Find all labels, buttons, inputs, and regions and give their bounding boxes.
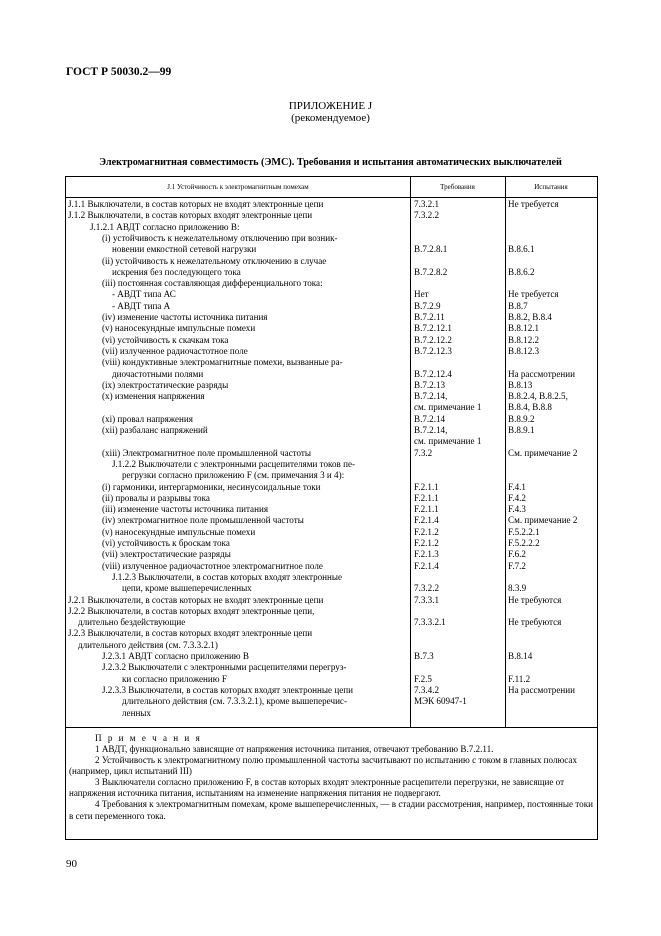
row-item-text: J.1.2 Выключатели, в состав которых входят электронные цепи xyxy=(68,210,313,221)
row-test: F.11.2 xyxy=(508,673,531,684)
row-item-text: новении емкостной сетевой нагрузки xyxy=(112,244,257,255)
table-row xyxy=(66,459,597,470)
row-test: B.8.9.2 xyxy=(508,413,535,424)
row-item-text: (iv) изменение частоты источника питания xyxy=(102,312,268,322)
row-requirement: B.7.2.14, xyxy=(414,425,448,435)
row-item-text: ленных xyxy=(122,707,151,718)
table-row xyxy=(66,346,597,357)
row-item-text: J.1.2.2 Выключатели с электронными расцепителями токов пе- xyxy=(112,458,356,469)
row-requirement: B.7.2.12.4 xyxy=(414,368,452,379)
row-test: Не требуется xyxy=(508,199,559,209)
row-item-text: (ix) электростатические разряды xyxy=(102,379,229,390)
row-requirement: см. примечание 1 xyxy=(414,402,482,413)
note-item: 4 Требования к электромагнитным помехам, кроме вышеперечисленных, — в стадии рассмотрения, например, постоянные токи в сети переменного тока. xyxy=(69,799,593,821)
row-test: См. примечание 2 xyxy=(508,515,578,526)
table-row xyxy=(66,482,597,493)
row-item-text: цепи, кроме вышеперечисленных xyxy=(122,583,252,594)
table-row xyxy=(66,357,597,368)
row-requirement: Нет xyxy=(414,289,429,300)
table-row xyxy=(66,369,597,380)
row-item-text: J.1.2.1 АВДТ согласно приложению В: xyxy=(90,221,240,232)
row-requirement: F.2.1.4 xyxy=(414,560,439,571)
row-requirement: B.7.2.12.2 xyxy=(414,334,452,345)
row-requirement: 7.3.2.2 xyxy=(414,583,440,594)
row-requirement: 7.3.2 xyxy=(414,447,433,458)
table-row xyxy=(66,301,597,312)
document-standard-code: ГОСТ Р 50030.2—99 xyxy=(66,66,172,78)
table-row xyxy=(66,515,597,526)
header-tests: Испытания xyxy=(534,183,568,191)
row-requirement: 7.3.2.2 xyxy=(414,210,440,221)
table-row xyxy=(66,662,597,673)
row-item-text: (viii) кондуктивные электромагнитные помехи, вызванные ра- xyxy=(102,357,343,368)
row-item-text: (xi) провал напряжения xyxy=(102,413,193,424)
row-test: На рассмотрении xyxy=(508,368,575,379)
row-test: B.8.6.2 xyxy=(508,266,535,277)
row-item-text: (vii) излученное радиочастотное поле xyxy=(102,345,248,356)
row-item-text: (i) гармоники, интергармоники, несинусоидальные токи xyxy=(102,481,321,492)
table-row xyxy=(66,380,597,391)
page-number: 90 xyxy=(66,858,77,870)
note-item: 3 Выключатели согласно приложению F, в состав которых входят электронные расцепители перегрузки, не зависящие от напряжения источника питания, испытаниям на изменение напряжения питания не подвергают. xyxy=(69,777,565,799)
row-item-text: (iii) постоянная составляющая дифференциального тока: xyxy=(102,278,323,289)
row-item-text: (iii) изменение частоты источника питания xyxy=(102,504,268,515)
table-row xyxy=(66,425,597,436)
row-test: B.8.12.1 xyxy=(508,323,540,334)
row-item-text: (vi) устойчивость к броскам тока xyxy=(102,538,230,548)
row-requirement: B.7.3 xyxy=(414,651,434,661)
row-item-text: длительно бездействующие xyxy=(78,617,186,628)
row-item-text: (v) наносекундные импульсные помехи xyxy=(102,323,256,334)
row-item-text: (vi) устойчивость к скачкам тока xyxy=(102,334,229,345)
table-row xyxy=(66,323,597,334)
row-test: B.8.2.4, B.8.2.5, xyxy=(508,391,568,402)
table-row xyxy=(66,538,597,549)
table-row xyxy=(66,289,597,300)
row-test: Не требуется xyxy=(508,289,559,300)
emc-requirements-table xyxy=(65,176,598,728)
row-item-text: (vii) электростатические разряды xyxy=(102,549,231,560)
row-item-text: J.2.2 Выключатели, в состав которых входят электронные цепи, xyxy=(68,605,315,616)
table-row xyxy=(66,402,597,413)
table-row xyxy=(66,674,597,685)
table-row xyxy=(66,561,597,572)
row-requirement: F.2.1.2 xyxy=(414,538,439,548)
table-row xyxy=(66,617,597,628)
row-item-text: J.2.3 Выключатели, в состав которых входят электронные цепи xyxy=(68,628,313,639)
table-row xyxy=(66,278,597,289)
table-row xyxy=(66,504,597,515)
row-test: B.8.9.1 xyxy=(508,425,535,435)
row-requirement: МЭК 60947-1 xyxy=(414,696,467,707)
row-item-text: искрения без последующего тока xyxy=(112,266,241,277)
row-test: F.6.2 xyxy=(508,549,526,560)
row-item-text: (v) наносекундные импульсные помехи xyxy=(102,526,256,537)
table-row xyxy=(66,708,597,719)
row-requirement: B.7.2.14, xyxy=(414,391,448,402)
row-test: B.8.14 xyxy=(508,651,533,661)
table-row xyxy=(66,685,597,696)
row-item-text: - АВДТ типа А xyxy=(112,300,171,311)
row-requirement: B.7.2.9 xyxy=(414,300,441,311)
row-test: F.5.2.2.1 xyxy=(508,526,540,537)
row-item-text: (iv) электромагнитное поле промышленной частоты xyxy=(102,515,304,526)
table-row xyxy=(66,244,597,255)
table-row xyxy=(66,527,597,538)
row-item-text: J.1.1 Выключатели, в состав которых не входят электронные цепи xyxy=(68,199,324,209)
notes-body xyxy=(69,744,594,822)
table-row xyxy=(66,493,597,504)
notes-block xyxy=(65,726,598,840)
row-item-text: длительного действия (см. 7.3.3.2.1) xyxy=(78,639,218,650)
notes-title: П р и м е ч а н и я xyxy=(95,733,202,743)
row-item-text: J.2.3.2 Выключатели с электронными расцепителями перегруз- xyxy=(102,662,347,673)
header-immunity: J.1 Устойчивость к электромагнитным помехам xyxy=(167,183,309,191)
row-requirement: F.2.1.1 xyxy=(414,492,439,503)
row-test: B.8.2, B.8.4 xyxy=(508,312,552,322)
row-item-text: длительного действия (см. 7.3.3.2.1), кроме вышеперечис- xyxy=(122,696,347,707)
row-requirement: см. примечание 1 xyxy=(414,436,482,447)
row-item-text: регрузки согласно приложению F (см. примечания 3 и 4): xyxy=(122,470,345,481)
row-item-text: J.2.1 Выключатели, в состав которых не входят электронные цепи xyxy=(68,594,324,605)
table-row xyxy=(66,696,597,707)
section-title: Электромагнитная совместимость (ЭМС). Требования и испытания автоматических выключателей xyxy=(99,157,562,168)
row-test: См. примечание 2 xyxy=(508,447,578,458)
note-item: 1 АВДТ, функционально зависящие от напряжения источника питания, отвечают требованию B.7.2.11. xyxy=(95,744,494,754)
row-item-text: J.1.2.3 Выключатели, в состав которых входят электронные xyxy=(112,571,343,582)
row-item-text: (x) изменения напряжения xyxy=(102,391,205,402)
table-row xyxy=(66,640,597,651)
row-test: F.7.2 xyxy=(508,560,526,571)
row-test: F.4.1 xyxy=(508,481,526,492)
row-requirement: 7.3.4.2 xyxy=(414,684,440,695)
row-test: F.4.2 xyxy=(508,492,526,503)
row-test: F.4.3 xyxy=(508,504,526,515)
row-requirement: 7.3.3.2.1 xyxy=(414,617,446,628)
row-requirement: F.2.5 xyxy=(414,673,432,684)
row-requirement: B.7.2.13 xyxy=(414,379,446,390)
row-requirement: F.2.1.3 xyxy=(414,549,439,560)
row-requirement: 7.3.2.1 xyxy=(414,199,440,209)
table-row xyxy=(66,583,597,594)
row-test: B.8.12.2 xyxy=(508,334,540,345)
table-row xyxy=(66,210,597,221)
row-requirement: F.2.1.1 xyxy=(414,504,439,515)
table-row xyxy=(66,199,597,210)
note-item: 2 Устойчивость к электромагнитному полю промышленной частоты засчитывают по испытанию с током в главных полюсах (например, цикл испытаний III) xyxy=(69,755,578,777)
row-test: B.8.13 xyxy=(508,379,533,390)
row-item-text: (xii) разбаланс напряжений xyxy=(102,425,208,435)
row-item-text: (viii) излученное радиочастотное электромагнитное поле xyxy=(102,560,323,571)
row-item-text: диочастотными полями xyxy=(112,368,204,379)
row-item-text: (ii) устойчивость к нежелательному отключению в случае xyxy=(102,255,327,266)
table-row xyxy=(66,606,597,617)
table-row xyxy=(66,470,597,481)
table-row xyxy=(66,222,597,233)
row-item-text: J.2.3.1 АВДТ согласно приложению В xyxy=(102,651,249,661)
table-row xyxy=(66,335,597,346)
row-test: B.8.4, B.8.8 xyxy=(508,402,552,413)
row-requirement: F.2.1.2 xyxy=(414,526,439,537)
row-requirement: B.7.2.12.1 xyxy=(414,323,452,334)
row-requirement: 7.3.3.1 xyxy=(414,594,440,605)
table-row xyxy=(66,595,597,606)
row-test: На рассмотрении xyxy=(508,684,575,695)
row-item-text: ки согласно приложению F xyxy=(122,673,227,684)
table-row xyxy=(66,267,597,278)
table-row xyxy=(66,448,597,459)
table-header xyxy=(66,177,597,198)
table-row xyxy=(66,312,597,323)
row-test: B.8.6.1 xyxy=(508,244,535,255)
row-requirement: F.2.1.1 xyxy=(414,481,439,492)
appendix-title: ПРИЛОЖЕНИЕ J xyxy=(288,100,373,112)
row-test: Не требуются xyxy=(508,594,562,605)
row-item-text: (ii) провалы и разрывы тока xyxy=(102,492,210,503)
table-row xyxy=(66,414,597,425)
table-row xyxy=(66,256,597,267)
row-requirement: B.7.2.8.1 xyxy=(414,244,448,255)
row-test: B.8.12.3 xyxy=(508,345,540,356)
row-requirement: F.2.1.4 xyxy=(414,515,439,526)
table-row xyxy=(66,628,597,639)
row-item-text: - АВДТ типа АС xyxy=(112,289,176,300)
table-row xyxy=(66,233,597,244)
table-row xyxy=(66,436,597,447)
table-row xyxy=(66,549,597,560)
table-row xyxy=(66,651,597,662)
row-requirement: B.7.2.12.3 xyxy=(414,345,452,356)
row-test: 8.3.9 xyxy=(508,583,527,594)
row-test: Не требуются xyxy=(508,617,562,628)
row-test: F.5.2.2.2 xyxy=(508,538,540,548)
row-requirement: B.7.2.8.2 xyxy=(414,266,448,277)
appendix-subtitle: (рекомендуемое) xyxy=(291,112,370,124)
table-row xyxy=(66,572,597,583)
row-item-text: J.2.3.3 Выключатели, в состав которых входят электронные цепи xyxy=(102,684,353,695)
header-requirements: Требования xyxy=(440,183,475,191)
appendix-heading xyxy=(0,100,661,124)
row-item-text: (xiii) Электромагнитное поле промышленной частоты xyxy=(102,447,312,458)
row-test: B.8.7 xyxy=(508,300,528,311)
row-requirement: B.7.2.11 xyxy=(414,312,445,322)
table-row xyxy=(66,391,597,402)
row-item-text: (i) устойчивость к нежелательному отключению при возник- xyxy=(102,232,338,243)
row-requirement: B.7.2.14 xyxy=(414,413,446,424)
